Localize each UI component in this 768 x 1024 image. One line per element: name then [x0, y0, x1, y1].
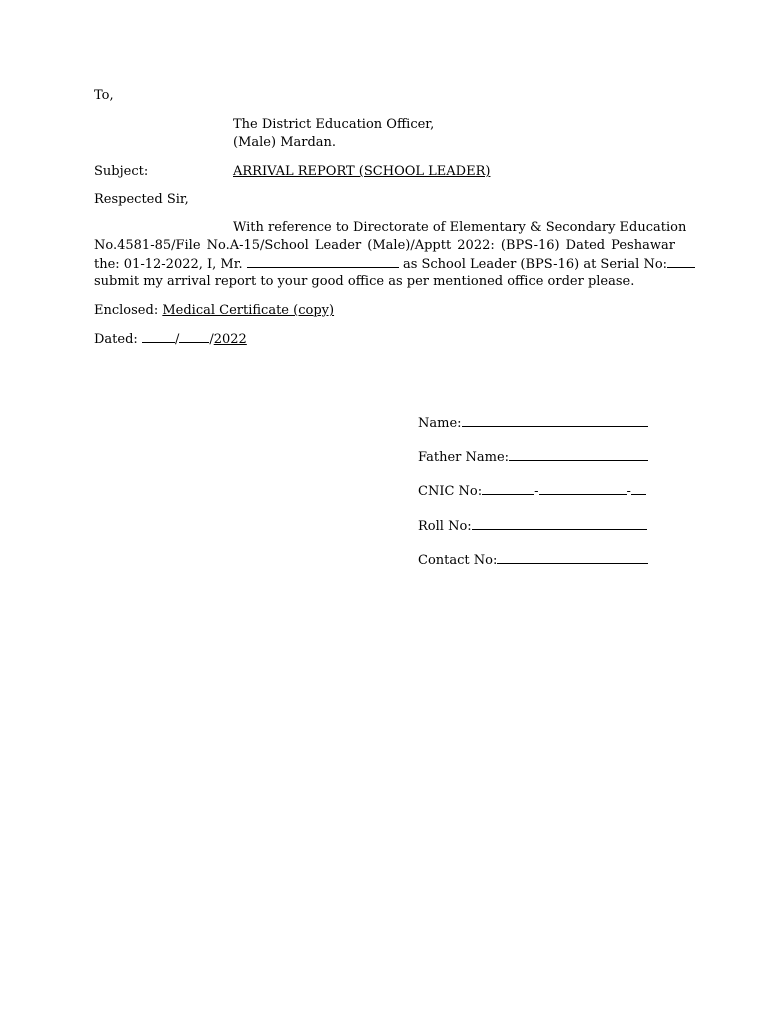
signature-cnic-row — [418, 482, 646, 501]
contact-label: Contact No: — [418, 553, 498, 568]
enclosed-label: Enclosed: — [94, 303, 159, 318]
cnic-part2-field[interactable] — [539, 482, 627, 495]
recipient-line1: The District Education Officer, — [233, 117, 435, 132]
body-word: (Male)/Apptt — [367, 238, 452, 253]
recipient-line2: (Male) Mardan. — [233, 135, 337, 150]
father-name-field[interactable] — [509, 448, 648, 461]
father-name-label: Father Name: — [418, 450, 510, 465]
dated-year: 2022 — [213, 332, 247, 347]
body-word: 2022: — [457, 238, 495, 253]
cnic-part1-field[interactable] — [482, 482, 534, 495]
name-field[interactable] — [462, 414, 648, 427]
name-label: Name: — [418, 416, 462, 431]
contact-field[interactable] — [497, 551, 648, 564]
body-word: No.4581-85/File — [94, 238, 201, 253]
body-word: Dated — [565, 238, 606, 253]
subject-text: ARRIVAL REPORT (SCHOOL LEADER) — [233, 164, 491, 179]
cnic-label: CNIC No: — [418, 484, 483, 499]
body-line1: With reference to Directorate of Elementary & Secondary Education — [233, 220, 687, 235]
enclosed-line — [94, 302, 334, 320]
signature-contact-row — [418, 551, 648, 570]
body-line3-start: the: 01-12-2022, I, Mr. — [94, 257, 243, 272]
dated-line: Dated: / /2022 — [94, 332, 247, 347]
enclosed-text: Medical Certificate (copy) — [162, 303, 335, 318]
signature-name-row — [418, 414, 648, 433]
body-word: Leader — [314, 238, 362, 253]
dated-label: Dated: — [94, 332, 138, 347]
month-blank[interactable] — [179, 330, 209, 343]
body-line4: submit my arrival report to your good office as per mentioned office order please. — [94, 274, 635, 289]
name-blank[interactable] — [247, 255, 399, 268]
body-word: (BPS-16) — [500, 238, 560, 253]
cnic-separator: - — [626, 484, 631, 499]
greeting: Respected Sir, — [94, 192, 189, 207]
body-line3 — [94, 255, 695, 274]
cnic-part3-field[interactable] — [631, 482, 646, 495]
day-blank[interactable] — [142, 330, 175, 343]
cnic-separator: - — [534, 484, 539, 499]
roll-label: Roll No: — [418, 519, 472, 534]
roll-field[interactable] — [472, 517, 647, 530]
subject-label: Subject: — [94, 164, 149, 179]
body-line3-mid: as School Leader (BPS-16) at Serial No: — [402, 257, 668, 272]
body-word: Peshawar — [611, 238, 675, 253]
signature-roll-row — [418, 517, 647, 536]
body-word: No.A-15/School — [206, 238, 309, 253]
salutation-to: To, — [94, 88, 114, 103]
serial-blank[interactable] — [667, 255, 695, 268]
signature-father-row — [418, 448, 648, 467]
body-line2 — [94, 237, 675, 255]
